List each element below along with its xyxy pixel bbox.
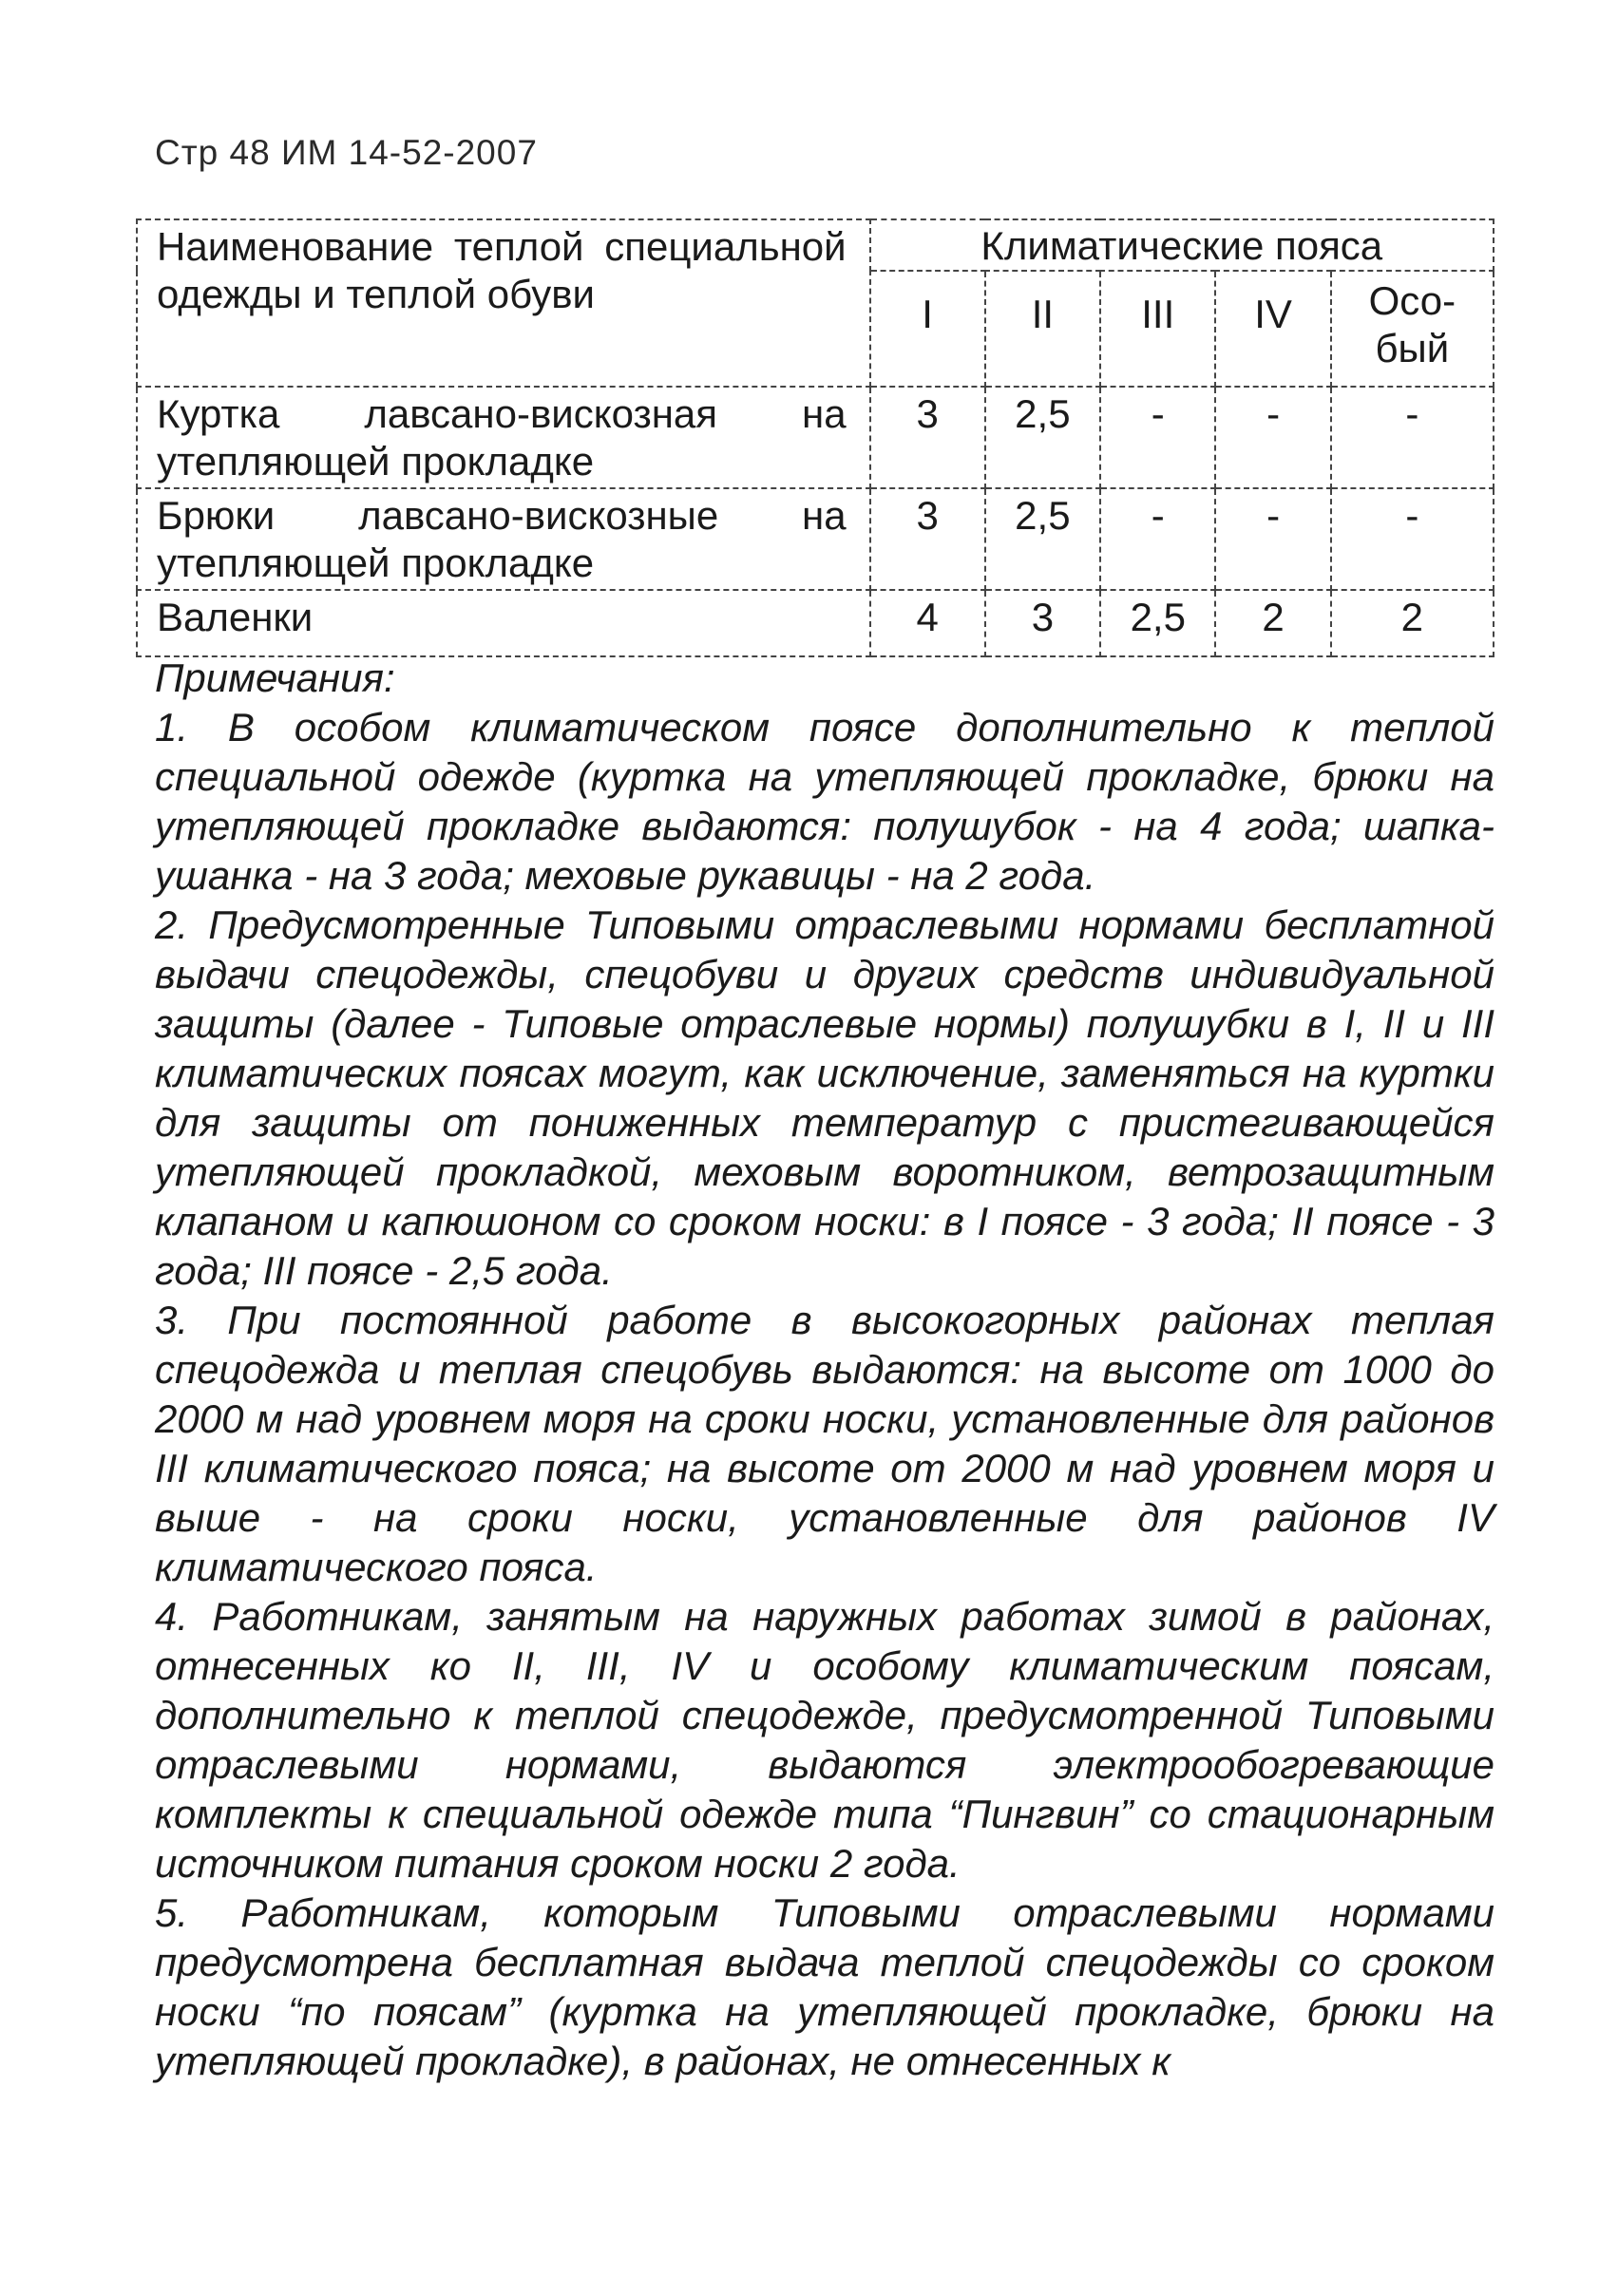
term-value: - <box>1215 387 1330 488</box>
note-item: 3. При постоянной работе в высокогорных районах теплая спецодежда и теплая спецобувь выдаются: на высоте от 1000 до 2000 м над уровнем моря на сроки носки, установленные для районов III климатического пояса; на высоте от 2000 м над уровнем моря и выше - на сроки носки, установленные для районов IV климатического пояса. <box>155 1298 1494 1589</box>
page-header: Стр 48 ИМ 14-52-2007 <box>155 133 538 172</box>
norms-table <box>136 218 1494 657</box>
table-row <box>137 590 1494 656</box>
note-item: 4. Работникам, занятым на наружных работах зимой в районах, отнесенных ко II, III, IV и особому климатическим поясам, дополнительно к теплой спецодежде, предусмотренной Типовыми отраслевыми нормами, выдаются электрообогревающие комплекты к специальной одежде типа “Пингвин” со стационарным источником питания сроком носки 2 года. <box>155 1594 1494 1886</box>
term-value: 2,5 <box>985 387 1100 488</box>
term-value: - <box>1100 488 1215 590</box>
note-item: 1. В особом климатическом поясе дополнительно к теплой специальной одежде (куртка на утепляющей прокладке, брюки на утепляющей прокладке выдаются: полушубок - на 4 года; шапка-ушанка - на 3 года; меховые рукавицы - на 2 года. <box>155 705 1494 898</box>
zone-label: I <box>870 271 985 387</box>
term-value: 3 <box>870 387 985 488</box>
term-value: - <box>1331 387 1494 488</box>
zone-label: Осо- бый <box>1331 271 1494 387</box>
term-value: - <box>1100 387 1215 488</box>
table-row <box>137 387 1494 488</box>
term-value: 3 <box>985 590 1100 656</box>
table-row <box>137 488 1494 590</box>
zones-column-header: Климатические пояса <box>870 219 1494 271</box>
zone-label: II <box>985 271 1100 387</box>
term-value: 4 <box>870 590 985 656</box>
note-item: 5. Работникам, которым Типовыми отраслевыми нормами предусмотрена бесплатная выдача теплой спецодежды со сроком носки “по поясам” (куртка на утепляющей прокладке, брюки на утепляющей прокладке), в районах, не отнесенных к <box>155 1890 1494 2083</box>
zone-label: IV <box>1215 271 1330 387</box>
item-name: Куртка лавсано-вискозная на утепляющей прокладке <box>137 387 870 488</box>
name-column-header: Наименование теплой специальной одежды и теплой обуви <box>137 219 870 387</box>
term-value: 2,5 <box>985 488 1100 590</box>
notes-title: Примечания: <box>155 655 395 700</box>
term-value: - <box>1331 488 1494 590</box>
zone-label: III <box>1100 271 1215 387</box>
term-value: 2 <box>1215 590 1330 656</box>
notes-section <box>155 654 1494 2086</box>
table-header-row <box>137 219 1494 271</box>
note-item: 2. Предусмотренные Типовыми отраслевыми нормами бесплатной выдачи спецодежды, спецобуви и других средств индивидуальной защиты (далее - Типовые отраслевые нормы) полушубки в I, II и III климатических поясах могут, как исключение, заменяться на куртки для защиты от пониженных температур с пристегивающейся утепляющей прокладкой, меховым воротником, ветрозащитным клапаном и капюшоном со сроком носки: в I поясе - 3 года; II поясе - 3 года; III поясе - 2,5 года. <box>155 902 1494 1293</box>
item-name: Брюки лавсано-вискозные на утепляющей прокладке <box>137 488 870 590</box>
term-value: - <box>1215 488 1330 590</box>
item-name: Валенки <box>137 590 870 656</box>
term-value: 2,5 <box>1100 590 1215 656</box>
term-value: 3 <box>870 488 985 590</box>
term-value: 2 <box>1331 590 1494 656</box>
